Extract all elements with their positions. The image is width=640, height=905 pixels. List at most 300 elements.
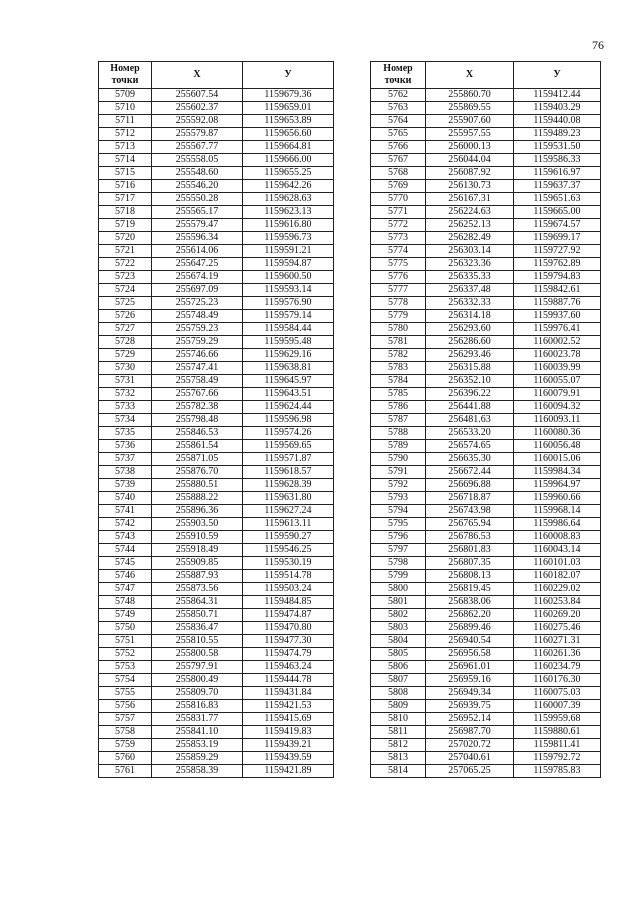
cell-x: 256282.49: [426, 232, 514, 245]
cell-y: 1159785.83: [514, 765, 601, 778]
cell-point-number: 5723: [99, 271, 152, 284]
cell-x: 255841.10: [152, 726, 243, 739]
cell-point-number: 5786: [371, 401, 426, 414]
table-row: [99, 479, 334, 492]
cell-y: 1160080.36: [514, 427, 601, 440]
cell-x: 255607.54: [152, 89, 243, 102]
cell-point-number: 5812: [371, 739, 426, 752]
table-row: [371, 219, 601, 232]
cell-x: 255747.41: [152, 362, 243, 375]
cell-x: 256939.75: [426, 700, 514, 713]
table-row: [99, 271, 334, 284]
cell-x: 255809.70: [152, 687, 243, 700]
cell-x: 255748.49: [152, 310, 243, 323]
cell-point-number: 5771: [371, 206, 426, 219]
table-row: [371, 544, 601, 557]
table-row: [371, 401, 601, 414]
cell-point-number: 5746: [99, 570, 152, 583]
cell-y: 1159484.85: [243, 596, 334, 609]
cell-y: 1159421.89: [243, 765, 334, 778]
cell-x: 256323.36: [426, 258, 514, 271]
cell-point-number: 5726: [99, 310, 152, 323]
cell-x: 256337.48: [426, 284, 514, 297]
cell-point-number: 5782: [371, 349, 426, 362]
cell-y: 1159624.44: [243, 401, 334, 414]
cell-x: 256314.18: [426, 310, 514, 323]
cell-x: 256315.88: [426, 362, 514, 375]
cell-x: 256286.60: [426, 336, 514, 349]
cell-point-number: 5754: [99, 674, 152, 687]
table-row: [371, 206, 601, 219]
cell-x: 255767.66: [152, 388, 243, 401]
cell-x: 257065.25: [426, 765, 514, 778]
header-x: X: [152, 62, 243, 89]
cell-x: 255876.70: [152, 466, 243, 479]
cell-point-number: 5770: [371, 193, 426, 206]
cell-x: 256252.13: [426, 219, 514, 232]
table-row: [99, 193, 334, 206]
cell-point-number: 5739: [99, 479, 152, 492]
cell-y: 1159679.36: [243, 89, 334, 102]
cell-point-number: 5732: [99, 388, 152, 401]
cell-point-number: 5809: [371, 700, 426, 713]
table-row: [371, 648, 601, 661]
cell-y: 1160055.07: [514, 375, 601, 388]
cell-x: 256303.14: [426, 245, 514, 258]
cell-point-number: 5798: [371, 557, 426, 570]
table-row: [99, 245, 334, 258]
cell-point-number: 5811: [371, 726, 426, 739]
cell-point-number: 5735: [99, 427, 152, 440]
table-row: [99, 713, 334, 726]
table-row: [99, 206, 334, 219]
table-row: [371, 453, 601, 466]
cell-y: 1159960.66: [514, 492, 601, 505]
cell-point-number: 5752: [99, 648, 152, 661]
cell-point-number: 5807: [371, 674, 426, 687]
cell-point-number: 5745: [99, 557, 152, 570]
cell-point-number: 5788: [371, 427, 426, 440]
cell-y: 1159530.19: [243, 557, 334, 570]
cell-point-number: 5753: [99, 661, 152, 674]
cell-y: 1159477.30: [243, 635, 334, 648]
cell-x: 256807.35: [426, 557, 514, 570]
table-row: [99, 128, 334, 141]
cell-point-number: 5810: [371, 713, 426, 726]
cell-y: 1159623.13: [243, 206, 334, 219]
cell-y: 1160007.39: [514, 700, 601, 713]
cell-y: 1160002.52: [514, 336, 601, 349]
cell-x: 255831.77: [152, 713, 243, 726]
cell-x: 256000.13: [426, 141, 514, 154]
table-row: [371, 284, 601, 297]
cell-point-number: 5715: [99, 167, 152, 180]
cell-point-number: 5763: [371, 102, 426, 115]
cell-point-number: 5759: [99, 739, 152, 752]
table-row: [371, 297, 601, 310]
cell-x: 256838.06: [426, 596, 514, 609]
table-row: [99, 388, 334, 401]
cell-x: 255759.23: [152, 323, 243, 336]
table-row: [99, 232, 334, 245]
cell-x: 256396.22: [426, 388, 514, 401]
cell-x: 256087.92: [426, 167, 514, 180]
table-row: [99, 440, 334, 453]
cell-point-number: 5776: [371, 271, 426, 284]
table-row: [99, 453, 334, 466]
cell-y: 1160101.03: [514, 557, 601, 570]
cell-point-number: 5722: [99, 258, 152, 271]
cell-point-number: 5761: [99, 765, 152, 778]
cell-x: 256949.34: [426, 687, 514, 700]
cell-x: 255853.19: [152, 739, 243, 752]
table-row: [371, 232, 601, 245]
cell-y: 1159659.01: [243, 102, 334, 115]
table-row: [99, 570, 334, 583]
cell-y: 1160229.02: [514, 583, 601, 596]
cell-x: 255558.05: [152, 154, 243, 167]
cell-x: 255782.38: [152, 401, 243, 414]
cell-point-number: 5805: [371, 648, 426, 661]
cell-y: 1159618.57: [243, 466, 334, 479]
cell-y: 1159727.92: [514, 245, 601, 258]
cell-y: 1160093.11: [514, 414, 601, 427]
table-row: [371, 713, 601, 726]
cell-point-number: 5773: [371, 232, 426, 245]
cell-y: 1159762.89: [514, 258, 601, 271]
cell-y: 1159616.97: [514, 167, 601, 180]
cell-x: 255798.48: [152, 414, 243, 427]
cell-point-number: 5756: [99, 700, 152, 713]
cell-point-number: 5717: [99, 193, 152, 206]
cell-x: 255871.05: [152, 453, 243, 466]
table-row: [371, 102, 601, 115]
cell-y: 1160039.99: [514, 362, 601, 375]
table-row: [99, 141, 334, 154]
cell-point-number: 5814: [371, 765, 426, 778]
cell-point-number: 5768: [371, 167, 426, 180]
cell-x: 256696.88: [426, 479, 514, 492]
cell-y: 1159699.17: [514, 232, 601, 245]
cell-point-number: 5789: [371, 440, 426, 453]
table-row: [371, 323, 601, 336]
cell-point-number: 5709: [99, 89, 152, 102]
header-y: У: [514, 62, 601, 89]
cell-y: 1159666.00: [243, 154, 334, 167]
cell-x: 255859.29: [152, 752, 243, 765]
cell-y: 1160275.46: [514, 622, 601, 635]
table-row: [99, 466, 334, 479]
table-row: [371, 726, 601, 739]
cell-x: 256808.13: [426, 570, 514, 583]
cell-point-number: 5728: [99, 336, 152, 349]
cell-point-number: 5741: [99, 505, 152, 518]
cell-point-number: 5750: [99, 622, 152, 635]
table-row: [371, 466, 601, 479]
cell-point-number: 5719: [99, 219, 152, 232]
table-row: [99, 336, 334, 349]
cell-point-number: 5714: [99, 154, 152, 167]
cell-y: 1159642.26: [243, 180, 334, 193]
cell-x: 255869.55: [426, 102, 514, 115]
cell-x: 255816.83: [152, 700, 243, 713]
table-row: [371, 739, 601, 752]
cell-y: 1160023.78: [514, 349, 601, 362]
table-row: [371, 310, 601, 323]
cell-y: 1160056.48: [514, 440, 601, 453]
cell-point-number: 5744: [99, 544, 152, 557]
cell-x: 255836.47: [152, 622, 243, 635]
cell-x: 255746.66: [152, 349, 243, 362]
cell-y: 1160176.30: [514, 674, 601, 687]
table-row: [99, 323, 334, 336]
table-row: [99, 661, 334, 674]
cell-point-number: 5713: [99, 141, 152, 154]
table-row: [371, 349, 601, 362]
cell-y: 1159968.14: [514, 505, 601, 518]
cell-y: 1159600.50: [243, 271, 334, 284]
cell-point-number: 5730: [99, 362, 152, 375]
cell-y: 1159531.50: [514, 141, 601, 154]
cell-point-number: 5813: [371, 752, 426, 765]
cell-y: 1159419.83: [243, 726, 334, 739]
cell-y: 1159887.76: [514, 297, 601, 310]
cell-x: 255647.25: [152, 258, 243, 271]
cell-y: 1159959.68: [514, 713, 601, 726]
cell-y: 1159440.08: [514, 115, 601, 128]
table-row: [371, 687, 601, 700]
table-row: [99, 154, 334, 167]
cell-y: 1159664.81: [243, 141, 334, 154]
table-row: [371, 440, 601, 453]
cell-x: 256940.54: [426, 635, 514, 648]
cell-y: 1159674.57: [514, 219, 601, 232]
page-number: 76: [592, 38, 604, 52]
table-row: [99, 648, 334, 661]
cell-point-number: 5724: [99, 284, 152, 297]
table-row: [371, 531, 601, 544]
cell-y: 1159596.73: [243, 232, 334, 245]
cell-x: 255861.54: [152, 440, 243, 453]
cell-x: 256956.58: [426, 648, 514, 661]
cell-point-number: 5716: [99, 180, 152, 193]
cell-y: 1159792.72: [514, 752, 601, 765]
table-row: [99, 700, 334, 713]
coordinates-table-right: [370, 61, 601, 778]
cell-x: 256899.46: [426, 622, 514, 635]
cell-x: 255858.39: [152, 765, 243, 778]
cell-y: 1160075.03: [514, 687, 601, 700]
cell-x: 255614.06: [152, 245, 243, 258]
cell-point-number: 5765: [371, 128, 426, 141]
cell-point-number: 5733: [99, 401, 152, 414]
cell-y: 1159880.61: [514, 726, 601, 739]
cell-x: 255758.49: [152, 375, 243, 388]
cell-y: 1159643.51: [243, 388, 334, 401]
table-row: [99, 609, 334, 622]
table-row: [99, 518, 334, 531]
cell-point-number: 5766: [371, 141, 426, 154]
cell-x: 256533.20: [426, 427, 514, 440]
cell-x: 255602.37: [152, 102, 243, 115]
cell-point-number: 5725: [99, 297, 152, 310]
cell-y: 1160094.32: [514, 401, 601, 414]
cell-x: 255550.28: [152, 193, 243, 206]
cell-point-number: 5783: [371, 362, 426, 375]
cell-y: 1159655.25: [243, 167, 334, 180]
cell-y: 1159474.87: [243, 609, 334, 622]
table-row: [99, 583, 334, 596]
cell-y: 1159463.24: [243, 661, 334, 674]
table-row: [99, 726, 334, 739]
cell-point-number: 5781: [371, 336, 426, 349]
cell-x: 255579.87: [152, 128, 243, 141]
cell-y: 1159579.14: [243, 310, 334, 323]
table-row: [99, 167, 334, 180]
cell-x: 255548.60: [152, 167, 243, 180]
cell-y: 1159628.39: [243, 479, 334, 492]
cell-x: 257040.61: [426, 752, 514, 765]
cell-x: 256718.87: [426, 492, 514, 505]
cell-x: 255887.93: [152, 570, 243, 583]
cell-point-number: 5734: [99, 414, 152, 427]
cell-point-number: 5802: [371, 609, 426, 622]
table-row: [371, 518, 601, 531]
cell-point-number: 5799: [371, 570, 426, 583]
cell-point-number: 5790: [371, 453, 426, 466]
cell-y: 1159546.25: [243, 544, 334, 557]
cell-y: 1159431.84: [243, 687, 334, 700]
cell-y: 1159489.23: [514, 128, 601, 141]
cell-x: 256801.83: [426, 544, 514, 557]
table-row: [371, 583, 601, 596]
table-header-row: [371, 62, 601, 89]
cell-y: 1159591.21: [243, 245, 334, 258]
table-row: [99, 219, 334, 232]
table-row: [371, 427, 601, 440]
cell-x: 255797.91: [152, 661, 243, 674]
cell-point-number: 5778: [371, 297, 426, 310]
cell-x: 256862.20: [426, 609, 514, 622]
cell-x: 255873.56: [152, 583, 243, 596]
cell-point-number: 5758: [99, 726, 152, 739]
cell-x: 256293.46: [426, 349, 514, 362]
cell-x: 256987.70: [426, 726, 514, 739]
table-row: [99, 635, 334, 648]
cell-y: 1160182.07: [514, 570, 601, 583]
table-row: [371, 635, 601, 648]
cell-y: 1159576.90: [243, 297, 334, 310]
table-row: [99, 115, 334, 128]
table-row: [371, 414, 601, 427]
cell-x: 255846.53: [152, 427, 243, 440]
table-row: [99, 180, 334, 193]
table-row: [99, 414, 334, 427]
cell-point-number: 5779: [371, 310, 426, 323]
cell-y: 1159574.26: [243, 427, 334, 440]
cell-x: 255888.22: [152, 492, 243, 505]
cell-point-number: 5711: [99, 115, 152, 128]
cell-x: 256672.44: [426, 466, 514, 479]
cell-x: 256352.10: [426, 375, 514, 388]
table-row: [99, 765, 334, 778]
table-row: [99, 622, 334, 635]
table-row: [371, 557, 601, 570]
cell-x: 255860.70: [426, 89, 514, 102]
table-row: [371, 752, 601, 765]
cell-y: 1159628.63: [243, 193, 334, 206]
cell-x: 255800.58: [152, 648, 243, 661]
table-row: [99, 687, 334, 700]
cell-y: 1160015.06: [514, 453, 601, 466]
cell-y: 1159616.80: [243, 219, 334, 232]
cell-y: 1159594.87: [243, 258, 334, 271]
cell-y: 1159444.78: [243, 674, 334, 687]
cell-y: 1159651.63: [514, 193, 601, 206]
table-row: [371, 479, 601, 492]
cell-x: 255567.77: [152, 141, 243, 154]
cell-x: 256961.01: [426, 661, 514, 674]
cell-y: 1159412.44: [514, 89, 601, 102]
table-row: [371, 375, 601, 388]
table-row: [99, 362, 334, 375]
table-row: [99, 102, 334, 115]
cell-x: 256224.63: [426, 206, 514, 219]
cell-x: 255759.29: [152, 336, 243, 349]
cell-point-number: 5747: [99, 583, 152, 596]
cell-point-number: 5760: [99, 752, 152, 765]
cell-point-number: 5742: [99, 518, 152, 531]
cell-point-number: 5806: [371, 661, 426, 674]
table-row: [371, 674, 601, 687]
table-row: [99, 596, 334, 609]
cell-x: 256635.30: [426, 453, 514, 466]
cell-y: 1159403.29: [514, 102, 601, 115]
cell-x: 255546.20: [152, 180, 243, 193]
cell-point-number: 5774: [371, 245, 426, 258]
table-row: [99, 349, 334, 362]
table-row: [371, 167, 601, 180]
cell-y: 1159637.37: [514, 180, 601, 193]
table-row: [99, 557, 334, 570]
cell-point-number: 5720: [99, 232, 152, 245]
cell-y: 1159595.48: [243, 336, 334, 349]
table-row: [371, 661, 601, 674]
cell-y: 1159811.41: [514, 739, 601, 752]
table-row: [99, 752, 334, 765]
cell-point-number: 5710: [99, 102, 152, 115]
cell-x: 255565.17: [152, 206, 243, 219]
cell-point-number: 5727: [99, 323, 152, 336]
cell-point-number: 5780: [371, 323, 426, 336]
table-row: [371, 609, 601, 622]
cell-x: 256959.16: [426, 674, 514, 687]
table-row: [371, 180, 601, 193]
cell-x: 255909.85: [152, 557, 243, 570]
cell-y: 1160253.84: [514, 596, 601, 609]
cell-y: 1159937.60: [514, 310, 601, 323]
cell-point-number: 5787: [371, 414, 426, 427]
cell-y: 1159794.83: [514, 271, 601, 284]
cell-x: 255957.55: [426, 128, 514, 141]
cell-point-number: 5800: [371, 583, 426, 596]
table-row: [99, 401, 334, 414]
cell-x: 257020.72: [426, 739, 514, 752]
cell-y: 1159638.81: [243, 362, 334, 375]
table-row: [371, 245, 601, 258]
cell-y: 1160271.31: [514, 635, 601, 648]
cell-x: 255579.47: [152, 219, 243, 232]
